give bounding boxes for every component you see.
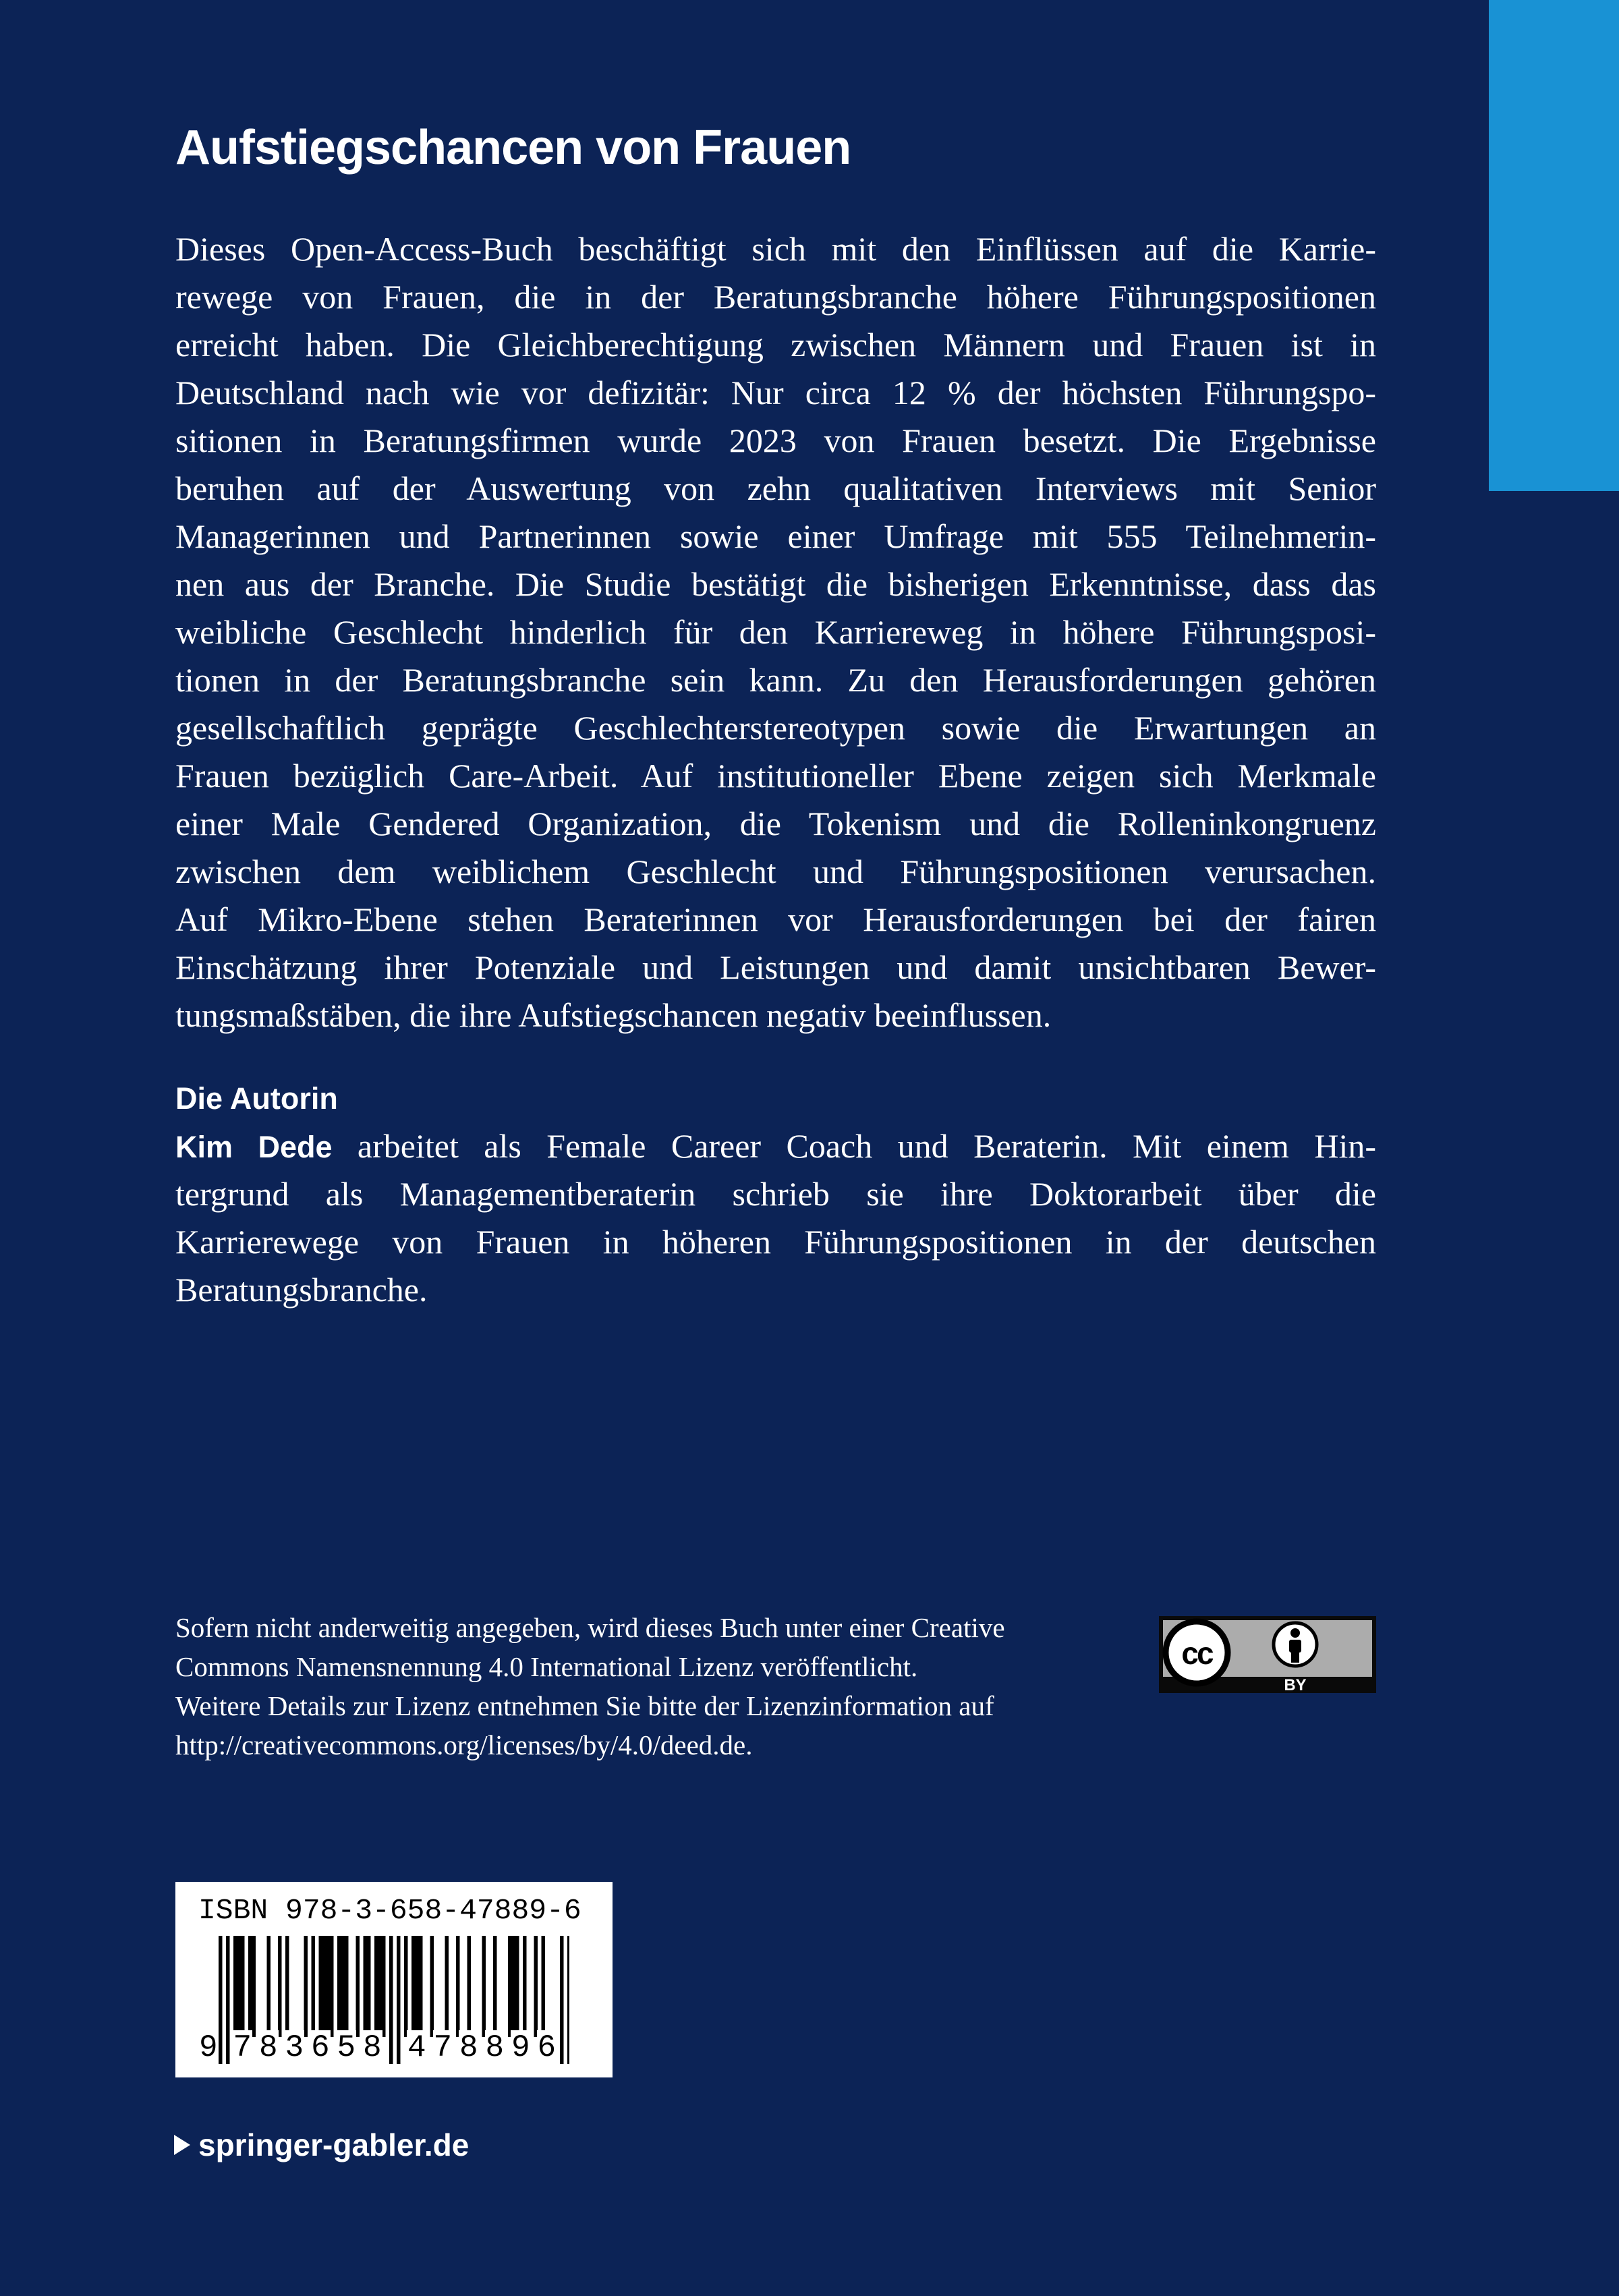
barcode-digit: 8 bbox=[259, 2030, 278, 2065]
barcode-bar bbox=[411, 1936, 416, 2037]
barcode-bar bbox=[241, 1936, 245, 2037]
barcode-guard-bar bbox=[567, 1936, 569, 2064]
barcode-bar bbox=[382, 1936, 386, 2037]
barcode-bar bbox=[267, 1936, 271, 2037]
barcode-digit: 5 bbox=[337, 2030, 356, 2065]
barcode-bar bbox=[374, 1936, 378, 2037]
barcode-bar bbox=[341, 1936, 345, 2037]
blurb-line: gesellschaftlich geprägte Geschlechterstereotypen sowie die Erwartungen an bbox=[175, 709, 1376, 747]
barcode-bar bbox=[493, 1936, 497, 2037]
license-line: http://creativecommons.org/licenses/by/4.0/deed.de. bbox=[175, 1729, 753, 1760]
barcode-digit: 8 bbox=[459, 2030, 478, 2065]
license-line: Weitere Details zur Lizenz entnehmen Sie bitte der Lizenzinformation auf bbox=[175, 1690, 994, 1721]
barcode-bar bbox=[326, 1936, 331, 2037]
barcode-bar bbox=[512, 1936, 516, 2037]
barcode-guard-bar bbox=[219, 1936, 223, 2064]
barcode-bar bbox=[285, 1936, 289, 2037]
barcode-digit: 3 bbox=[285, 2030, 304, 2065]
author-bio-text: arbeitet als Female Career Coach und Beraterin. Mit einem Hin- bbox=[332, 1127, 1376, 1165]
barcode-box bbox=[175, 1882, 613, 2077]
blurb-line: Frauen bezüglich Care-Arbeit. Auf institutioneller Ebene zeigen sich Merkmale bbox=[175, 757, 1376, 795]
barcode-guard-bar bbox=[560, 1936, 564, 2064]
isbn-label: ISBN 978-3-658-47889-6 bbox=[198, 1894, 581, 1927]
barcode-bar bbox=[515, 1936, 519, 2037]
barcode-guard-bar bbox=[389, 1936, 393, 2064]
blurb-line: Auf Mikro-Ebene stehen Beraterinnen vor Herausforderungen bei der fairen bbox=[175, 900, 1376, 938]
blurb-line: beruhen auf der Auswertung von zehn qualitativen Interviews mit Senior bbox=[175, 469, 1376, 507]
triangle-right-icon bbox=[174, 2135, 190, 2155]
barcode-bar bbox=[404, 1936, 408, 2037]
license-text bbox=[175, 1608, 1147, 1764]
barcode-bar bbox=[304, 1936, 308, 2037]
barcode-bar bbox=[337, 1936, 341, 2037]
author-heading: Die Autorin bbox=[175, 1081, 338, 1116]
barcode-bar bbox=[248, 1936, 252, 2037]
cc-icon bbox=[1166, 1621, 1228, 1684]
barcode-bar bbox=[430, 1936, 434, 2037]
barcode-digit: 4 bbox=[407, 2030, 426, 2065]
author-bio-line: Beratungsbranche. bbox=[175, 1271, 428, 1309]
blurb-line: tionen in der Beratungsbranche sein kann. Zu den Herausforderungen gehören bbox=[175, 661, 1376, 699]
blurb-line: tungsmaßstäben, die ihre Aufstiegschancen negativ beeinflussen. bbox=[175, 996, 1052, 1034]
author-bio-line: tergrund als Managementberaterin schrieb sie ihre Doktorarbeit über die bbox=[175, 1175, 1376, 1213]
barcode-bar bbox=[542, 1936, 546, 2037]
barcode-bar bbox=[445, 1936, 449, 2037]
barcode-bar bbox=[416, 1936, 420, 2037]
barcode-bar bbox=[467, 1936, 472, 2037]
barcode-bar bbox=[345, 1936, 349, 2037]
blurb-line: sitionen in Beratungsfirmen wurde 2023 von Frauen besetzt. Die Ergebnisse bbox=[175, 422, 1376, 459]
barcode-bar bbox=[330, 1936, 334, 2037]
barcode-digit: 9 bbox=[511, 2030, 530, 2065]
blurb-line: Deutschland nach wie vor defizitär: Nur circa 12 % der höchsten Führungspo- bbox=[175, 374, 1376, 411]
barcode-bar bbox=[523, 1936, 527, 2037]
attribution-person-icon bbox=[1274, 1623, 1317, 1666]
publisher-link[interactable] bbox=[174, 2127, 469, 2163]
barcode-bar bbox=[482, 1936, 486, 2037]
barcode-bar bbox=[278, 1936, 282, 2037]
barcode-bar bbox=[312, 1936, 316, 2037]
author-bio-line: Karrierewege von Frauen in höheren Führungspositionen in der deutschen bbox=[175, 1223, 1376, 1261]
cc-label: cc bbox=[1181, 1636, 1212, 1671]
blurb-line: rewege von Frauen, die in der Beratungsbranche höhere Führungspositionen bbox=[175, 278, 1376, 316]
barcode-bar bbox=[356, 1936, 360, 2037]
blurb-line: einer Male Gendered Organization, die Tokenism und die Rolleninkongruenz bbox=[175, 805, 1376, 842]
barcode-digit: 7 bbox=[433, 2030, 453, 2065]
license-line: Commons Namensnennung 4.0 International Lizenz veröffentlicht. bbox=[175, 1651, 918, 1682]
barcode-bar bbox=[319, 1936, 323, 2037]
barcode-bar bbox=[378, 1936, 382, 2037]
barcode-bar bbox=[419, 1936, 423, 2037]
barcode-bar bbox=[233, 1936, 237, 2037]
author-name: Kim Dede bbox=[175, 1130, 333, 1164]
publisher-url: springer-gabler.de bbox=[198, 2127, 470, 2162]
blurb-text bbox=[175, 225, 1376, 1039]
by-label: BY bbox=[1284, 1676, 1307, 1693]
accent-strip bbox=[1489, 0, 1619, 491]
book-title: Aufstiegschancen von Frauen bbox=[175, 121, 851, 175]
barcode-guard-bar bbox=[397, 1936, 401, 2064]
author-bio-line bbox=[175, 1122, 1376, 1170]
barcode-digit: 9 bbox=[199, 2030, 218, 2065]
barcode-digit: 8 bbox=[363, 2030, 382, 2065]
barcode-bar bbox=[252, 1936, 256, 2037]
cc-by-badge bbox=[1159, 1616, 1376, 1693]
barcode-bar bbox=[237, 1936, 242, 2037]
author-bio bbox=[175, 1122, 1376, 1314]
blurb-line: Managerinnen und Partnerinnen sowie einer Umfrage mit 555 Teilnehmerin- bbox=[175, 517, 1376, 555]
barcode-bar bbox=[534, 1936, 538, 2037]
barcode-bar bbox=[508, 1936, 512, 2037]
barcode-bar bbox=[364, 1936, 368, 2037]
blurb-line: erreicht haben. Die Gleichberechtigung zwischen Männern und Frauen ist in bbox=[175, 326, 1376, 364]
blurb-line: zwischen dem weiblichem Geschlecht und Führungspositionen verursachen. bbox=[175, 853, 1376, 890]
barcode-bar bbox=[456, 1936, 460, 2037]
barcode-digit: 6 bbox=[311, 2030, 330, 2065]
blurb-line: Einschätzung ihrer Potenziale und Leistungen und damit unsichtbaren Bewer- bbox=[175, 948, 1376, 986]
blurb-line: weibliche Geschlecht hinderlich für den Karriereweg in höhere Führungsposi- bbox=[175, 613, 1376, 651]
barcode-bar bbox=[367, 1936, 371, 2037]
barcode-bar bbox=[322, 1936, 326, 2037]
barcode-digit: 8 bbox=[485, 2030, 505, 2065]
barcode-guard-bar bbox=[226, 1936, 230, 2064]
blurb-line: nen aus der Branche. Die Studie bestätigt die bisherigen Erkenntnisse, dass das bbox=[175, 565, 1376, 603]
barcode-digit: 7 bbox=[233, 2030, 252, 2065]
license-line: Sofern nicht anderweitig angegeben, wird dieses Buch unter einer Creative bbox=[175, 1612, 1005, 1643]
blurb-line: Dieses Open-Access-Buch beschäftigt sich mit den Einflüssen auf die Karrie- bbox=[175, 230, 1376, 268]
barcode-digit: 6 bbox=[537, 2030, 557, 2065]
